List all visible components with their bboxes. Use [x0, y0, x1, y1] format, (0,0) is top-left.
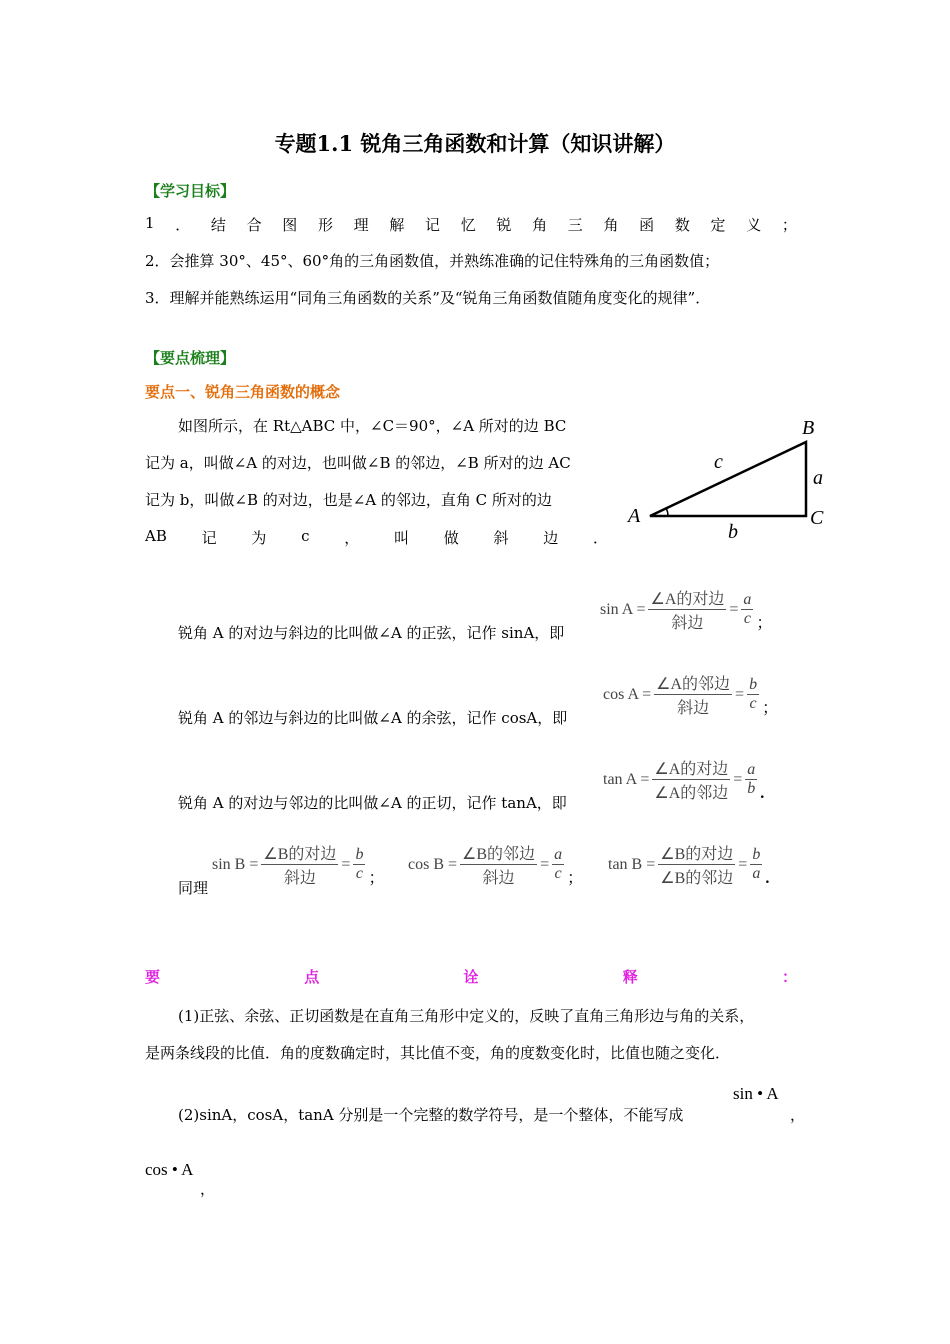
concept-line-3: 记为 b，叫做∠B 的对边，也是∠A 的邻边，直角 C 所对的边	[145, 491, 552, 509]
formula-eq: =	[341, 855, 351, 873]
formula-lhs: cos B =	[408, 855, 458, 873]
concept-char: c	[301, 527, 310, 545]
formula-num2: a	[747, 761, 756, 778]
objective-char: 角	[603, 216, 619, 234]
tan-b-formula	[608, 841, 769, 888]
objective-char: ．	[175, 216, 191, 234]
formula-lhs: sin A =	[600, 600, 646, 618]
objective-item-1	[145, 214, 797, 235]
formula-eq: =	[738, 855, 748, 873]
objective-char: 数	[674, 216, 690, 234]
objective-char: ；	[781, 216, 797, 234]
objective-char: 函	[639, 216, 655, 234]
page-title: 专题1.1 锐角三角函数和计算（知识讲解）	[274, 131, 676, 156]
objective-char: 理	[353, 216, 369, 234]
formula-denominator: 斜边	[283, 870, 316, 887]
formula-tail: ；	[756, 615, 773, 632]
formula-numerator: ∠B的对边	[658, 841, 735, 865]
tan-a-formula	[603, 756, 764, 803]
note-1-line-1: (1)正弦、余弦、正切函数是在直角三角形中定义的，反映了直角三角形边与角的关系，	[178, 1007, 755, 1025]
sin-definition-text: 锐角 A 的对边与斜边的比叫做∠A 的正弦，记作 sinA，即	[178, 624, 565, 642]
objective-char: 角	[532, 216, 548, 234]
notes-heading-char: 释	[622, 968, 638, 986]
objective-char: 解	[389, 216, 405, 234]
same-label: 同理	[178, 879, 209, 897]
sin-dot-a: sin • A	[733, 1084, 779, 1103]
right-triangle-diagram	[620, 410, 840, 550]
formula-den2: b	[747, 780, 756, 797]
objective-char: 结	[210, 216, 226, 234]
label-a: a	[813, 467, 823, 489]
formula-denominator: 斜边	[671, 615, 704, 632]
concept-char: 斜	[493, 529, 509, 547]
formula-eq: =	[729, 600, 739, 618]
objective-char: 三	[567, 216, 583, 234]
triangle-shape	[650, 442, 806, 516]
formula-tail: ；	[567, 870, 584, 887]
formula-numerator: ∠B的对边	[261, 841, 338, 865]
formula-num2: a	[743, 591, 752, 608]
formula-num2: b	[355, 846, 364, 863]
formula-lhs: tan A =	[603, 770, 650, 788]
label-A: A	[628, 505, 641, 527]
concept-char: ，	[344, 529, 360, 547]
formula-den2: c	[749, 695, 757, 712]
notes-heading-char: 点	[304, 968, 320, 986]
cos-a-formula	[603, 671, 778, 718]
formula-denominator: 斜边	[482, 870, 515, 887]
objective-char: 锐	[496, 216, 512, 234]
keypoint-1-title: 要点一、锐角三角函数的概念	[145, 383, 341, 401]
concept-char: AB	[145, 527, 167, 545]
formula-eq: =	[733, 770, 743, 788]
sin-b-formula	[212, 841, 384, 888]
formula-numerator: ∠A的对边	[652, 756, 730, 780]
formula-tail: ；	[368, 870, 385, 887]
formula-den2: c	[355, 865, 363, 882]
formula-lhs: cos A =	[603, 685, 652, 703]
objective-char: 义	[746, 216, 762, 234]
notes-heading-char: 诠	[463, 968, 479, 986]
label-C: C	[810, 507, 824, 529]
objective-char: 合	[246, 216, 262, 234]
formula-lhs: tan B =	[608, 855, 656, 873]
note-2-line-1: (2)sinA，cosA，tanA 分别是一个完整的数学符号，是一个整体，不能写成	[178, 1106, 684, 1124]
label-b: b	[728, 521, 738, 543]
comma-2: ，	[200, 1180, 216, 1198]
note-1-line-2: 是两条线段的比值．角的度数确定时，其比值不变，角的度数变化时，比值也随之变化．	[145, 1044, 731, 1062]
formula-denominator: 斜边	[677, 700, 710, 717]
formula-num2: b	[749, 676, 758, 693]
concept-char: 记	[201, 529, 217, 547]
notes-heading-char: 要	[145, 968, 161, 986]
label-B: B	[802, 417, 815, 439]
formula-numerator: ∠A的邻边	[654, 671, 732, 695]
cos-definition-text: 锐角 A 的邻边与斜边的比叫做∠A 的余弦，记作 cosA，即	[178, 709, 568, 727]
cos-b-formula	[408, 841, 583, 888]
concept-char: 叫	[393, 529, 409, 547]
formula-den2: a	[752, 865, 761, 882]
label-c: c	[714, 451, 723, 473]
notes-heading	[145, 966, 797, 987]
objectives-heading: 【学习目标】	[145, 182, 236, 200]
formula-tail: .	[765, 870, 770, 887]
concept-char: 边	[543, 529, 559, 547]
formula-eq: =	[540, 855, 550, 873]
concept-char: 做	[443, 529, 459, 547]
concept-line-4	[145, 527, 608, 548]
objective-item-3: 3．理解并能熟练运用“同角三角函数的关系”及“锐角三角函数值随角度变化的规律”．	[145, 289, 711, 307]
comma-1: ，	[790, 1106, 806, 1124]
formula-den2: c	[554, 865, 562, 882]
objective-char: 记	[425, 216, 441, 234]
formula-num2: b	[752, 846, 761, 863]
formula-den2: c	[743, 610, 751, 627]
formula-lhs: sin B =	[212, 855, 259, 873]
formula-denominator: ∠A的邻边	[654, 785, 729, 802]
formula-num2: a	[554, 846, 563, 863]
concept-line-2: 记为 a，叫做∠A 的对边，也叫做∠B 的邻边，∠B 所对的边 AC	[145, 454, 571, 472]
formula-numerator: ∠A的对边	[648, 586, 726, 610]
formula-tail: .	[760, 785, 765, 802]
concept-char: 为	[251, 529, 267, 547]
tan-definition-text: 锐角 A 的对边与邻边的比叫做∠A 的正切，记作 tanA，即	[178, 794, 567, 812]
objective-char: 图	[282, 216, 298, 234]
keypoints-heading: 【要点梳理】	[145, 349, 236, 367]
formula-denominator: ∠B的邻边	[660, 870, 734, 887]
objective-char: 忆	[460, 216, 476, 234]
formula-tail: ；	[762, 700, 779, 717]
cos-dot-a: cos • A	[145, 1160, 194, 1179]
concept-line-1: 如图所示，在 Rt△ABC 中，∠C＝90°，∠A 所对的边 BC	[178, 417, 567, 435]
sin-a-formula	[600, 586, 772, 633]
concept-char: ．	[592, 529, 608, 547]
formula-eq: =	[735, 685, 745, 703]
formula-numerator: ∠B的邻边	[460, 841, 537, 865]
objective-char: 形	[317, 216, 333, 234]
objective-item-2: 2．会推算 30°、45°、60°角的三角函数值，并熟练准确的记住特殊角的三角函数值；	[145, 252, 720, 270]
objective-char: 1	[145, 214, 155, 232]
objective-char: 定	[710, 216, 726, 234]
notes-heading-char: ：	[781, 968, 797, 986]
